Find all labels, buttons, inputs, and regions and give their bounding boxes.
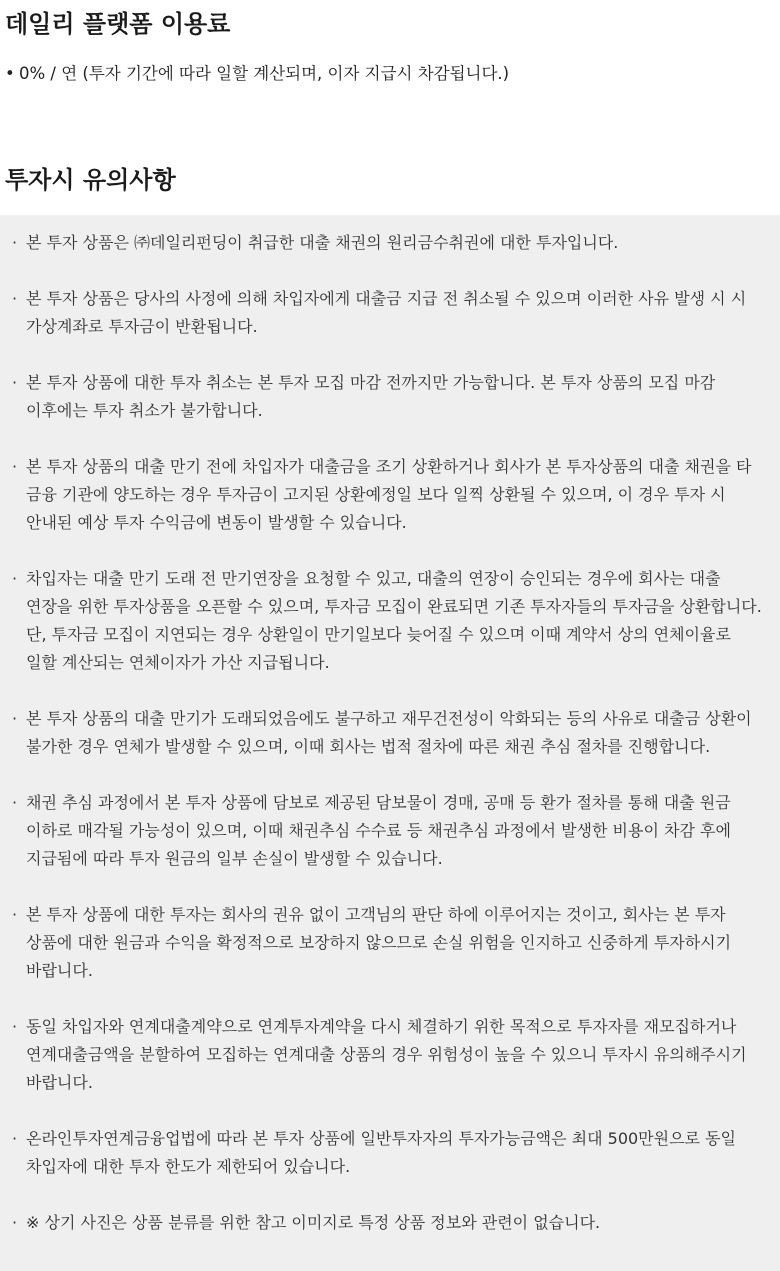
bullet-dot: · [12, 1017, 18, 1036]
notice-item [12, 789, 764, 873]
notice-item [12, 1125, 764, 1181]
notice-item [12, 565, 764, 677]
bullet-dot: · [12, 373, 18, 392]
bullet-dot: · [12, 905, 18, 924]
bullet-dot: · [12, 233, 18, 252]
bullet-dot: · [12, 1129, 18, 1148]
notice-item [12, 229, 764, 257]
bullet-dot: · [12, 457, 18, 476]
notice-text: 온라인투자연계금융업법에 따라 본 투자 상품에 일반투자자의 투자가능금액은 최대 500만원으로 동일 차입자에 대한 투자 한도가 제한되어 있습니다. [26, 1129, 737, 1176]
notice-item [12, 901, 764, 985]
notice-item [12, 1209, 764, 1237]
platform-fee-text: 0% / 연 (투자 기간에 따라 일할 계산되며, 이자 지급시 차감됩니다.) [19, 64, 510, 83]
investment-notice-box [0, 215, 780, 1271]
bullet-dot: · [12, 569, 18, 588]
notice-list [12, 229, 764, 1237]
investment-notice-title: 투자시 유의사항 [5, 166, 176, 194]
notice-text: 본 투자 상품에 대한 투자는 회사의 권유 없이 고객님의 판단 하에 이루어지는 것이고, 회사는 본 투자 상품에 대한 원금과 수익을 확정적으로 보장하지 않으므로 손실 위험을 인지하고 신중하게 투자하시기 바랍니다. [26, 905, 732, 980]
bullet-dot: · [12, 709, 18, 728]
notice-text: ※ 상기 사진은 상품 분류를 위한 참고 이미지로 특정 상품 정보와 관련이 없습니다. [26, 1213, 601, 1232]
notice-item [12, 705, 764, 761]
notice-text: 본 투자 상품의 대출 만기가 도래되었음에도 불구하고 재무건전성이 악화되는 등의 사유로 대출금 상환이 불가한 경우 연체가 발생할 수 있으며, 이때 회사는 법적 절차에 따른 채권 추심 절차를 진행합니다. [26, 709, 752, 756]
notice-text: 본 투자 상품은 ㈜데일리펀딩이 취급한 대출 채권의 원리금수취권에 대한 투자입니다. [26, 233, 619, 252]
platform-fee-line [5, 61, 780, 87]
notice-item [12, 1013, 764, 1097]
notice-text: 본 투자 상품의 대출 만기 전에 차입자가 대출금을 조기 상환하거나 회사가 본 투자상품의 대출 채권을 타 금융 기관에 양도하는 경우 투자금이 고지된 상환예정일 보다 일찍 상환될 수 있으며, 이 경우 투자 시 안내된 예상 투자 수익금에 변동이 발생할 수 있습니다. [26, 457, 752, 532]
platform-fee-section [0, 0, 780, 140]
notice-item [12, 453, 764, 537]
platform-fee-title: 데일리 플랫폼 이용료 [5, 10, 231, 38]
notice-text: 본 투자 상품은 당사의 사정에 의해 차입자에게 대출금 지급 전 취소될 수 있으며 이러한 사유 발생 시 시 가상계좌로 투자금이 반환됩니다. [26, 289, 747, 336]
notice-text: 본 투자 상품에 대한 투자 취소는 본 투자 모집 마감 전까지만 가능합니다. 본 투자 상품의 모집 마감 이후에는 투자 취소가 불가합니다. [26, 373, 716, 420]
bullet-dot: • [5, 64, 15, 83]
bullet-dot: · [12, 1213, 18, 1232]
bullet-dot: · [12, 793, 18, 812]
notice-item [12, 285, 764, 341]
notice-item [12, 369, 764, 425]
notice-text: 차입자는 대출 만기 도래 전 만기연장을 요청할 수 있고, 대출의 연장이 승인되는 경우에 회사는 대출 연장을 위한 투자상품을 오픈할 수 있으며, 투자금 모집이 완료되면 기존 투자자들의 투자금을 상환합니다. 단, 투자금 모집이 지연되는 경우 상환일이 만기일보다 늦어질 수 있으며 이때 계약서 상의 연체이율로 일할 계산되는 연체이자가 가산 지급됩니다. [26, 569, 762, 672]
bullet-dot: · [12, 289, 18, 308]
notice-text: 동일 차입자와 연계대출계약으로 연계투자계약을 다시 체결하기 위한 목적으로 투자자를 재모집하거나 연계대출금액을 분할하여 모집하는 연계대출 상품의 경우 위험성이 높을 수 있으니 투자시 유의해주시기 바랍니다. [26, 1017, 747, 1092]
notice-text: 채권 추심 과정에서 본 투자 상품에 담보로 제공된 담보물이 경매, 공매 등 환가 절차를 통해 대출 원금 이하로 매각될 가능성이 있으며, 이때 채권추심 수수료 등 채권추심 과정에서 발생한 비용이 차감 후에 지급됨에 따라 투자 원금의 일부 손실이 발생할 수 있습니다. [26, 793, 731, 868]
